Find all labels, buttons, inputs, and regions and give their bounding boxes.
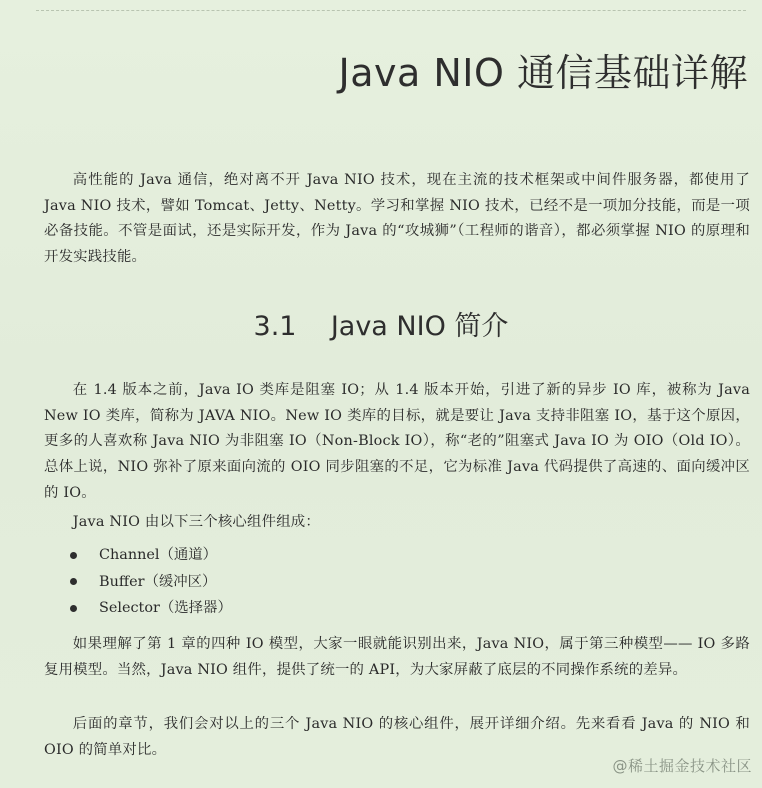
section-paragraph-1: 在 1.4 版本之前，Java IO 类库是阻塞 IO；从 1.4 版本开始，引进了新的异步 IO 库，被称为 Java New IO 类库，简称为 JAVA NIO。New IO 类库的目标，就是要让 Java 支持非阻塞 IO，基于这个原因，更多的人喜欢称 Java NIO 为非阻塞 IO（Non-Block IO），称“老的”阻塞式 Java IO 为 OIO（Old IO）。总体上说，NIO 弥补了原来面向流的 OIO 同步阻塞的不足，它为标准 Java 代码提供了高速的、面向缓冲区的 IO。 bbox=[44, 382, 750, 501]
section-title: 3.1 Java NIO 简介 bbox=[253, 311, 509, 342]
watermark-text: @稀土掘金技术社区 bbox=[612, 757, 752, 775]
list-item bbox=[68, 595, 232, 622]
section-paragraph-4: 后面的章节，我们会对以上的三个 Java NIO 的核心组件，展开详细介绍。先来看看 Java 的 NIO 和 OIO 的简单对比。 bbox=[44, 716, 750, 758]
component-list bbox=[68, 542, 232, 622]
bullet-icon bbox=[70, 605, 77, 612]
header-rule bbox=[36, 10, 746, 11]
list-item-label: Buffer（缓冲区） bbox=[99, 573, 217, 590]
chapter-title: Java NIO 通信基础详解 bbox=[338, 51, 748, 95]
chapter-intro-paragraph: 高性能的 Java 通信，绝对离不开 Java NIO 技术，现在主流的技术框架或中间件服务器，都使用了 Java NIO 技术，譬如 Tomcat、Jetty、Netty。学习和掌握 NIO 技术，已经不是一项加分技能，而是一项必备技能。不管是面试，还是实际开发，作为 Java 的“攻城狮”（工程师的谐音），都必须掌握 NIO 的原理和开发实践技能。 bbox=[44, 172, 750, 266]
section-paragraph-3: 如果理解了第 1 章的四种 IO 模型，大家一眼就能识别出来，Java NIO，属于第三种模型—— IO 多路复用模型。当然，Java NIO 组件，提供了统一的 API，为大家屏蔽了底层的不同操作系统的差异。 bbox=[44, 636, 750, 678]
section-paragraph-2: Java NIO 由以下三个核心组件组成： bbox=[72, 514, 320, 530]
list-item-label: Selector（选择器） bbox=[99, 600, 232, 616]
list-item bbox=[68, 542, 232, 569]
list-item bbox=[68, 569, 232, 596]
bullet-icon bbox=[70, 552, 77, 559]
bullet-icon bbox=[70, 578, 77, 585]
list-item-label: Channel（通道） bbox=[99, 547, 218, 563]
